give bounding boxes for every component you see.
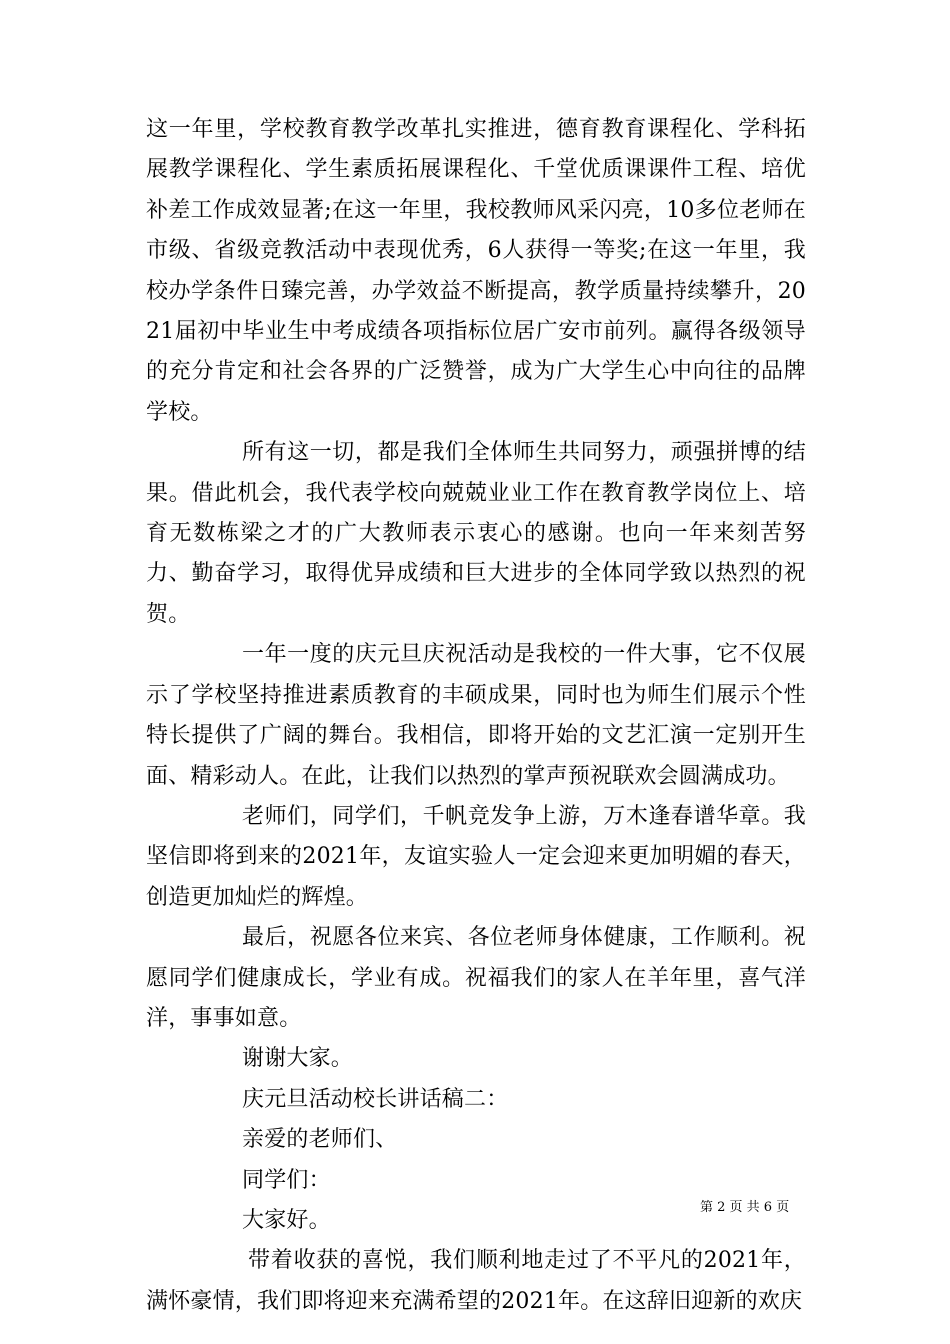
document-body	[146, 110, 806, 1322]
paragraph-thanks: 所有这一切，都是我们全体师生共同努力，顽强拼博的结果。借此机会，我代表学校向兢兢业业工作在教育教学岗位上、培育无数栋梁之才的广大教师表示衷心的感谢。也向一年来刻苦努力、勤奋学习，取得优异成绩和巨大进步的全体同学致以热烈的祝贺。	[146, 440, 806, 627]
paragraph-speech-two-title: 庆元旦活动校长讲话稿二：	[242, 1086, 509, 1112]
paragraph-greeting: 大家好。	[242, 1207, 331, 1233]
paragraph-new-year-event: 一年一度的庆元旦庆祝活动是我校的一件大事，它不仅展示了学校坚持推进素质教育的丰硕成果，同时也为师生们展示个性特长提供了广阔的舞台。我相信，即将开始的文艺汇演一定别开生面、精彩动人。在此，让我们以热烈的掌声预祝联欢会圆满成功。	[146, 642, 806, 789]
paragraph-salutation-students: 同学们：	[242, 1167, 331, 1193]
paragraph-wishes: 最后，祝愿各位来宾、各位老师身体健康，工作顺利。祝愿同学们健康成长，学业有成。祝福我们的家人在羊年里，喜气洋洋，事事如意。	[146, 925, 806, 1031]
paragraph-salutation-teachers: 亲爱的老师们、	[242, 1127, 398, 1153]
paragraph-outlook: 老师们，同学们，千帆竞发争上游，万木逢春谱华章。我坚信即将到来的2021年，友谊实验人一定会迎来更加明媚的春天，创造更加灿烂的辉煌。	[146, 803, 806, 910]
page-number-footer: 第 2 页 共 6 页	[700, 1200, 790, 1215]
paragraph-opening: 带着收获的喜悦，我们顺利地走过了不平凡的2021年，满怀豪情，我们即将迎来充满希望的2021年。在这辞旧迎新的欢庆	[146, 1248, 806, 1314]
paragraph-thank-you: 谢谢大家。	[242, 1046, 354, 1072]
paragraph-school-achievements: 这一年里，学校教育教学改革扎实推进，德育教育课程化、学科拓展教学课程化、学生素质拓展课程化、千堂优质课课件工程、培优补差工作成效显著;在这一年里，我校教师风采闪亮，10多位老师在市级、省级竞教活动中表现优秀，6人获得一等奖;在这一年里，我校办学条件日臻完善，办学效益不断提高，教学质量持续攀升，2021届初中毕业生中考成绩各项指标位居广安市前列。赢得各级领导的充分肯定和社会各界的广泛赞誉，成为广大学生心中向往的品牌学校。	[146, 117, 806, 425]
